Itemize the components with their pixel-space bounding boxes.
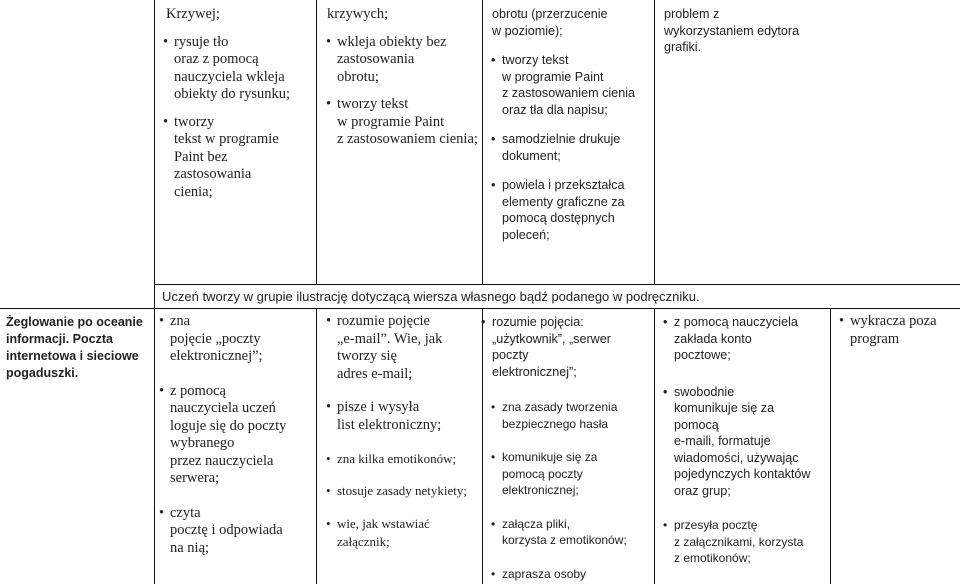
- list-item: • z pomocą nauczyciela zakłada konto pocztowe;: [674, 314, 828, 364]
- upper-cell-2: [327, 6, 479, 149]
- list-item: • pisze i wysyła list elektroniczny;: [337, 399, 479, 434]
- list-item: • rozumie pojęcie „e-mail”. Wie, jak tworzy się adres e-mail;: [337, 313, 479, 383]
- upper-cell-1: [166, 6, 311, 201]
- topic-cell: Żeglowanie po oceanie informacji. Poczta internetowa i sieciowe pogaduszki.: [6, 315, 143, 380]
- upper-cell-3: obrotu (przerzucenie w poziomie); • tworzy tekst w programie Paint z zastosowaniem cienia oraz tła dla napisu; • samodzielnie drukuje dokument; • powiela i przekształca elementy graficzne za pomocą dostępnych poleceń;: [492, 6, 652, 243]
- list-item: • czyta pocztę i odpowiada na nią;: [170, 505, 312, 558]
- list-item: • załącza pliki, korzysta z emotikonów;: [502, 516, 652, 549]
- upper-cell-4: problem z wykorzystaniem edytora grafiki.: [664, 7, 800, 54]
- list-item: • tworzy tekst w programie Paint z zastosowaniem cienia oraz tła dla napisu;: [502, 52, 652, 118]
- list-item: • wykracza poza program: [850, 313, 958, 348]
- list-item: • wkleja obiekty bez zastosowania obrotu;: [337, 34, 479, 87]
- lower-cell-3: [492, 314, 652, 582]
- list-item: • tworzy tekst w programie Paint z zastosowaniem cienia;: [337, 96, 479, 149]
- lower-cell-1: [162, 313, 312, 557]
- upper-cell-2-heading: krzywych;: [327, 6, 389, 22]
- lower-cell-4: [664, 314, 828, 567]
- list-item: • swobodnie komunikuje się za pomocą e-maili, formatuje wiadomości, używając pojedynczych kontaktów oraz grup;: [674, 384, 828, 500]
- list-item: • zna pojęcie „poczty elektronicznej”;: [170, 313, 312, 366]
- list-item: • z pomocą nauczyciela uczeń loguje się do poczty wybranego przez nauczyciela serwera;: [170, 383, 312, 488]
- list-item: • zna zasady tworzenia bezpiecznego hasła: [502, 399, 652, 432]
- list-item: • rysuje tło oraz z pomocą nauczyciela wkleja obiekty do rysunku;: [174, 34, 311, 104]
- lower-cell-2: [327, 313, 479, 550]
- list-item: • zna kilka emotikonów;: [337, 450, 479, 468]
- merged-row-text: Uczeń tworzy w grupie ilustrację dotyczącą wiersza własnego bądź podanego w podręczniku.: [162, 289, 700, 304]
- list-item: • powiela i przekształca elementy graficzne za pomocą dostępnych poleceń;: [502, 177, 652, 243]
- list-item: • samodzielnie drukuje dokument;: [502, 131, 652, 164]
- list-item: • przesyła pocztę z załącznikami, korzysta z emotikonów;: [674, 517, 828, 567]
- lower-cell-5: [840, 313, 958, 348]
- list-item: • tworzy tekst w programie Paint bez zastosowania cienia;: [174, 114, 311, 202]
- list-item: • rozumie pojęcia: „użytkownik”, „serwer poczty elektronicznej”;: [492, 314, 652, 380]
- list-item: • wie, jak wstawiać załącznik;: [337, 515, 479, 550]
- upper-cell-1-heading: Krzywej;: [166, 6, 220, 22]
- list-item: • komunikuje się za pomocą poczty elektronicznej;: [502, 449, 652, 499]
- list-item: • stosuje zasady netykiety;: [337, 482, 479, 500]
- list-item: • zaprasza osoby: [502, 566, 652, 583]
